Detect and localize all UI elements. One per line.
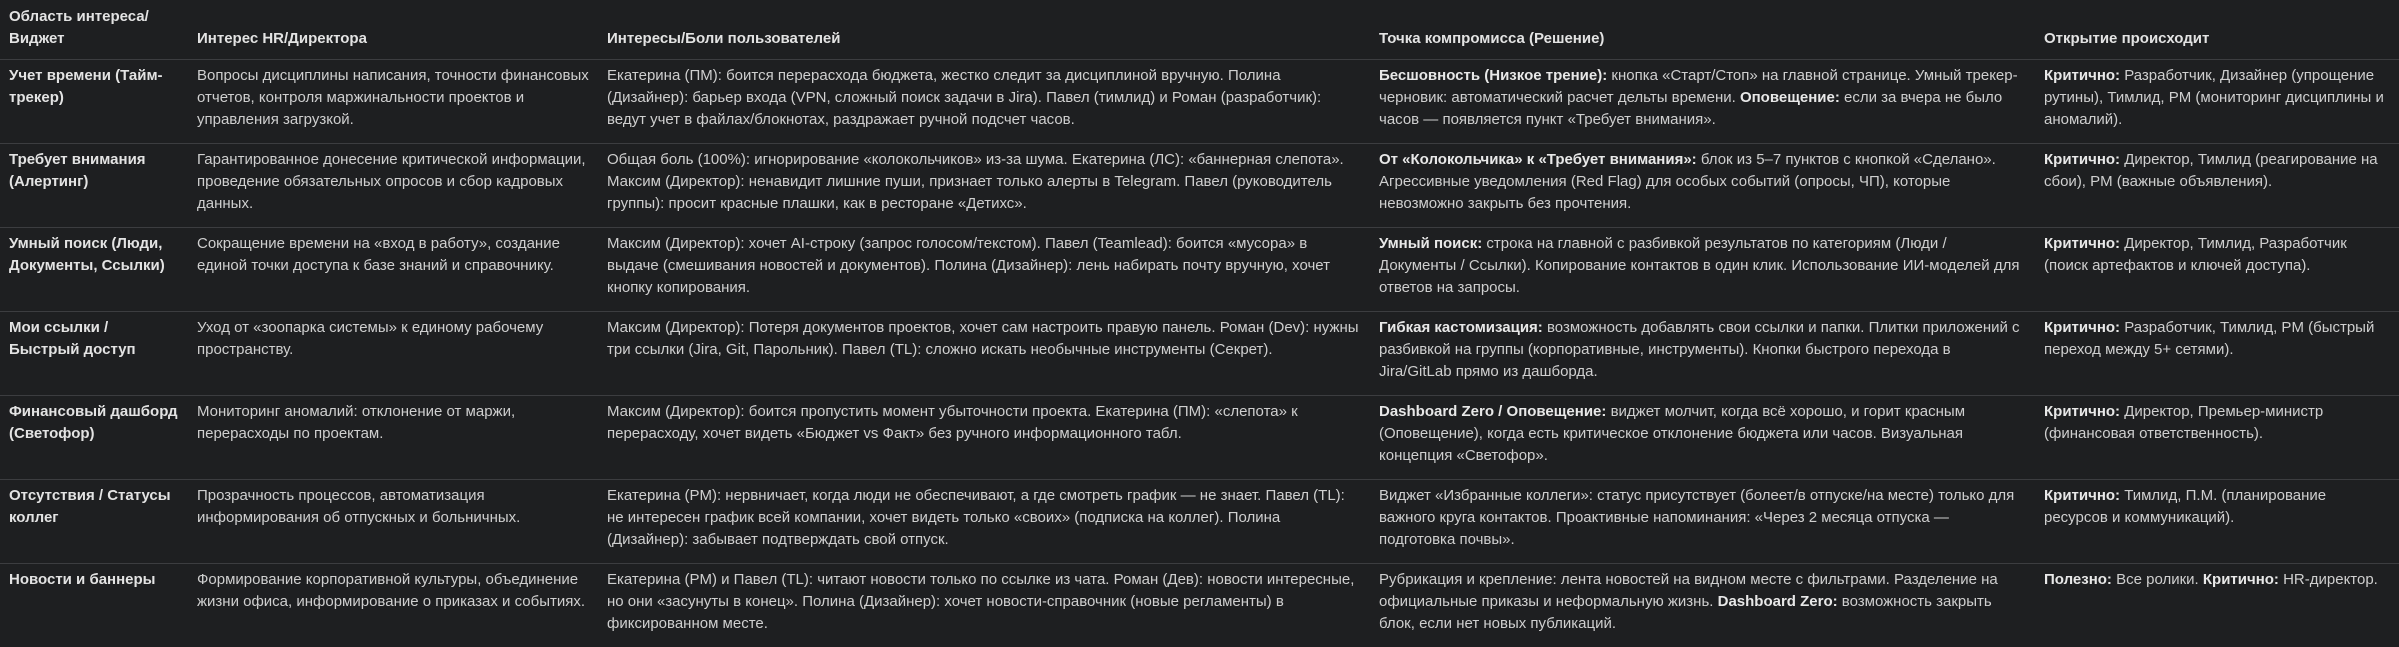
header-opens — [2035, 0, 2399, 60]
opens-emphasis: Критично: — [2044, 403, 2120, 420]
opens-emphasis: Полезно: — [2044, 571, 2112, 588]
user-pains-text: Общая боль (100%): игнорирование «колокольчиков» из-за шума. Екатерина (ЛС): «баннерная слепота». Максим (Директор): ненавидит лишние пуши, признает только алерты в Telegram. Павел (руководитель группы): просит красные плашки, как в ресторане «Детихс». — [607, 144, 1362, 215]
solution-text — [1379, 396, 2027, 467]
opens-emphasis: Критично: — [2044, 487, 2120, 504]
table-row — [0, 312, 2399, 396]
area-text: Отсутствия / Статусы коллег — [9, 480, 180, 529]
solution-text — [1379, 312, 2027, 383]
cell-solution — [1370, 480, 2035, 564]
solution-segment: кнопка «Старт/Стоп» на главной странице. Умный трекер-черновик: автоматический расчет дельты времени. — [1379, 67, 2018, 106]
cell-hr-interest — [188, 480, 598, 564]
cell-area — [0, 396, 188, 480]
opens-segment: Директор, Премьер-министр (финансовая ответственность). — [2044, 403, 2323, 442]
header-opens-label: Открытие происходит — [2044, 28, 2395, 59]
opens-text — [2044, 60, 2391, 131]
hr-interest-text: Вопросы дисциплины написания, точности финансовых отчетов, контроля маржинальности проектов и управления загрузкой. — [197, 60, 590, 131]
cell-solution — [1370, 144, 2035, 228]
user-pains-text: Екатерина (PM) и Павел (TL): читают новости только по ссылке из чата. Роман (Дев): новости интересные, но они «засунуты в конец». Полина (Дизайнер): хочет новости-справочник (новые регламенты) в фиксированном месте. — [607, 564, 1362, 635]
cell-user-pains — [598, 312, 1370, 396]
cell-opens — [2035, 312, 2399, 396]
opens-emphasis: Критично: — [2044, 235, 2120, 252]
header-user-pains — [598, 0, 1370, 60]
solution-text — [1379, 60, 2027, 131]
opens-text — [2044, 480, 2391, 529]
opens-segment: Разработчик, Тимлид, PM (быстрый переход между 5+ сетями). — [2044, 319, 2374, 358]
cell-area — [0, 480, 188, 564]
table-body — [0, 60, 2399, 647]
solution-segment: строка на главной с разбивкой результатов по категориям (Люди / Документы / Ссылки). Копирование контактов в один клик. Использование ИИ-моделей для ответов на запросы. — [1379, 235, 2019, 296]
cell-area — [0, 312, 188, 396]
header-hr-label: Интерес HR/Директора — [197, 28, 594, 59]
opens-segment: Директор, Тимлид, Разработчик (поиск артефактов и ключей доступа). — [2044, 235, 2347, 274]
header-hr-interest — [188, 0, 598, 60]
solution-segment: блок из 5–7 пунктов с кнопкой «Сделано». Агрессивные уведомления (Red Flag) для особых событий (опросы, ЧП), которые невозможно закрыть без прочтения. — [1379, 151, 1996, 212]
solution-segment: Рубрикация и крепление: лента новостей на видном месте с фильтрами. Разделение на официальные приказы и неформальную жизнь. — [1379, 571, 1998, 610]
opens-segment: Директор, Тимлид (реагирование на сбои), PM (важные объявления). — [2044, 151, 2378, 190]
hr-interest-text: Мониторинг аномалий: отклонение от маржи, перерасходы по проектам. — [197, 396, 590, 445]
opens-segment: HR-директор. — [2279, 571, 2378, 588]
cell-user-pains — [598, 480, 1370, 564]
opens-text — [2044, 144, 2391, 193]
solution-segment: если за вчера не было часов — появляется пункт «Требует внимания». — [1379, 89, 2002, 128]
area-text: Финансовый дашборд (Светофор) — [9, 396, 180, 445]
cell-user-pains — [598, 144, 1370, 228]
cell-area — [0, 564, 188, 647]
cell-solution — [1370, 564, 2035, 647]
cell-user-pains — [598, 60, 1370, 144]
header-solution — [1370, 0, 2035, 60]
area-text: Мои ссылки / Быстрый доступ — [9, 312, 180, 361]
user-pains-text: Екатерина (PM): нервничает, когда люди не обеспечивают, а где смотреть график — не знает. Павел (TL): не интересен график всей компании, хочет видеть только «своих» (подписка на коллег). Полина (Дизайнер): забывает подтверждать свой отпуск. — [607, 480, 1362, 551]
opens-emphasis: Критично: — [2044, 319, 2120, 336]
hr-interest-text: Прозрачность процессов, автоматизация информирования об отпускных и больничных. — [197, 480, 590, 529]
cell-opens — [2035, 60, 2399, 144]
cell-user-pains — [598, 564, 1370, 647]
cell-opens — [2035, 144, 2399, 228]
cell-user-pains — [598, 396, 1370, 480]
solution-emphasis: Гибкая кастомизация: — [1379, 319, 1543, 336]
table-row — [0, 396, 2399, 480]
cell-hr-interest — [188, 396, 598, 480]
table-header — [0, 0, 2399, 60]
solution-text — [1379, 228, 2027, 299]
cell-user-pains — [598, 228, 1370, 312]
solution-segment: виджет молчит, когда всё хорошо, и горит красным (Оповещение), когда есть критическое отклонение бюджета или часов. Визуальная концепция «Светофор». — [1379, 403, 1965, 464]
area-text: Учет времени (Тайм-трекер) — [9, 60, 180, 109]
header-area — [0, 0, 188, 60]
opens-emphasis: Критично: — [2044, 151, 2120, 168]
solution-segment: возможность добавлять свои ссылки и папки. Плитки приложений с разбивкой на группы (корпоративные, инструменты). Кнопки быстрого перехода в Jira/GitLab прямо из дашборда. — [1379, 319, 2020, 380]
cell-solution — [1370, 312, 2035, 396]
opens-emphasis: Критично: — [2044, 67, 2120, 84]
cell-opens — [2035, 396, 2399, 480]
cell-hr-interest — [188, 312, 598, 396]
area-text: Умный поиск (Люди, Документы, Ссылки) — [9, 228, 180, 277]
table-row — [0, 228, 2399, 312]
cell-area — [0, 144, 188, 228]
user-pains-text: Екатерина (ПМ): боится перерасхода бюджета, жестко следит за дисциплиной вручную. Полина (Дизайнер): барьер входа (VPN, сложный поиск задачи в Jira). Павел (тимлид) и Роман (разработчик): ведут учет в файлах/блокнотах, раздражает ручной подсчет часов. — [607, 60, 1362, 131]
header-area-label: Область интереса/ Виджет — [9, 6, 184, 59]
cell-solution — [1370, 228, 2035, 312]
solution-emphasis: Dashboard Zero: — [1718, 593, 1838, 610]
solution-emphasis: Оповещение: — [1740, 89, 1840, 106]
table-row — [0, 60, 2399, 144]
cell-opens — [2035, 564, 2399, 647]
opens-emphasis: Критично: — [2203, 571, 2279, 588]
cell-opens — [2035, 480, 2399, 564]
header-solution-label: Точка компромисса (Решение) — [1379, 28, 2031, 59]
cell-opens — [2035, 228, 2399, 312]
solution-segment: возможность закрыть блок, если нет новых публикаций. — [1379, 593, 1992, 632]
opens-text — [2044, 312, 2391, 361]
solution-emphasis: Умный поиск: — [1379, 235, 1482, 252]
opens-segment: Все ролики. — [2112, 571, 2203, 588]
hr-interest-text: Сокращение времени на «вход в работу», создание единой точки доступа к базе знаний и справочнику. — [197, 228, 590, 277]
cell-solution — [1370, 60, 2035, 144]
area-text: Новости и баннеры — [9, 564, 180, 591]
opens-text — [2044, 228, 2391, 277]
user-pains-text: Максим (Директор): Потеря документов проектов, хочет сам настроить правую панель. Роман (Dev): нужны три ссылки (Jira, Git, Парольник). Павел (TL): сложно искать необычные инструменты (Секрет). — [607, 312, 1362, 361]
cell-hr-interest — [188, 60, 598, 144]
opens-text — [2044, 396, 2391, 445]
cell-area — [0, 60, 188, 144]
cell-hr-interest — [188, 228, 598, 312]
cell-area — [0, 228, 188, 312]
hr-interest-text: Гарантированное донесение критической информации, проведение обязательных опросов и сбор кадровых данных. — [197, 144, 590, 215]
solution-emphasis: Dashboard Zero / Оповещение: — [1379, 403, 1606, 420]
solution-text — [1379, 564, 2027, 635]
hr-interest-text: Уход от «зоопарка системы» к единому рабочему пространству. — [197, 312, 590, 361]
opens-segment: Разработчик, Дизайнер (упрощение рутины), Тимлид, PM (мониторинг дисциплины и аномалий). — [2044, 67, 2384, 128]
solution-emphasis: Бесшовность (Низкое трение): — [1379, 67, 1607, 84]
area-text: Требует внимания (Алертинг) — [9, 144, 180, 193]
table-row — [0, 480, 2399, 564]
opens-segment: Тимлид, П.М. (планирование ресурсов и коммуникаций). — [2044, 487, 2326, 526]
solution-segment: Виджет «Избранные коллеги»: статус присутствует (болеет/в отпуске/на месте) только для важного круга контактов. Проактивные напоминания: «Через 2 месяца отпуска — подготовка почвы». — [1379, 487, 2014, 548]
table-row — [0, 144, 2399, 228]
user-pains-text: Максим (Директор): хочет AI-строку (запрос голосом/текстом). Павел (Teamlead): боится «мусора» в выдаче (смешивания новостей и документов). Полина (Дизайнер): лень набирать почту вручную, хочет кнопку копирования. — [607, 228, 1362, 299]
solution-text — [1379, 480, 2027, 551]
cell-hr-interest — [188, 144, 598, 228]
table-row — [0, 564, 2399, 647]
header-pains-label: Интересы/Боли пользователей — [607, 28, 1366, 59]
header-row — [0, 0, 2399, 60]
hr-interest-text: Формирование корпоративной культуры, объединение жизни офиса, информирование о приказах и событиях. — [197, 564, 590, 613]
user-pains-text: Максим (Директор): боится пропустить момент убыточности проекта. Екатерина (ПМ): «слепота» к перерасходу, хочет видеть «Бюджет vs Факт» без ручного информационного табл. — [607, 396, 1362, 445]
cell-hr-interest — [188, 564, 598, 647]
cell-solution — [1370, 396, 2035, 480]
opens-text — [2044, 564, 2391, 591]
solution-emphasis: От «Колокольчика» к «Требует внимания»: — [1379, 151, 1697, 168]
solution-text — [1379, 144, 2027, 215]
